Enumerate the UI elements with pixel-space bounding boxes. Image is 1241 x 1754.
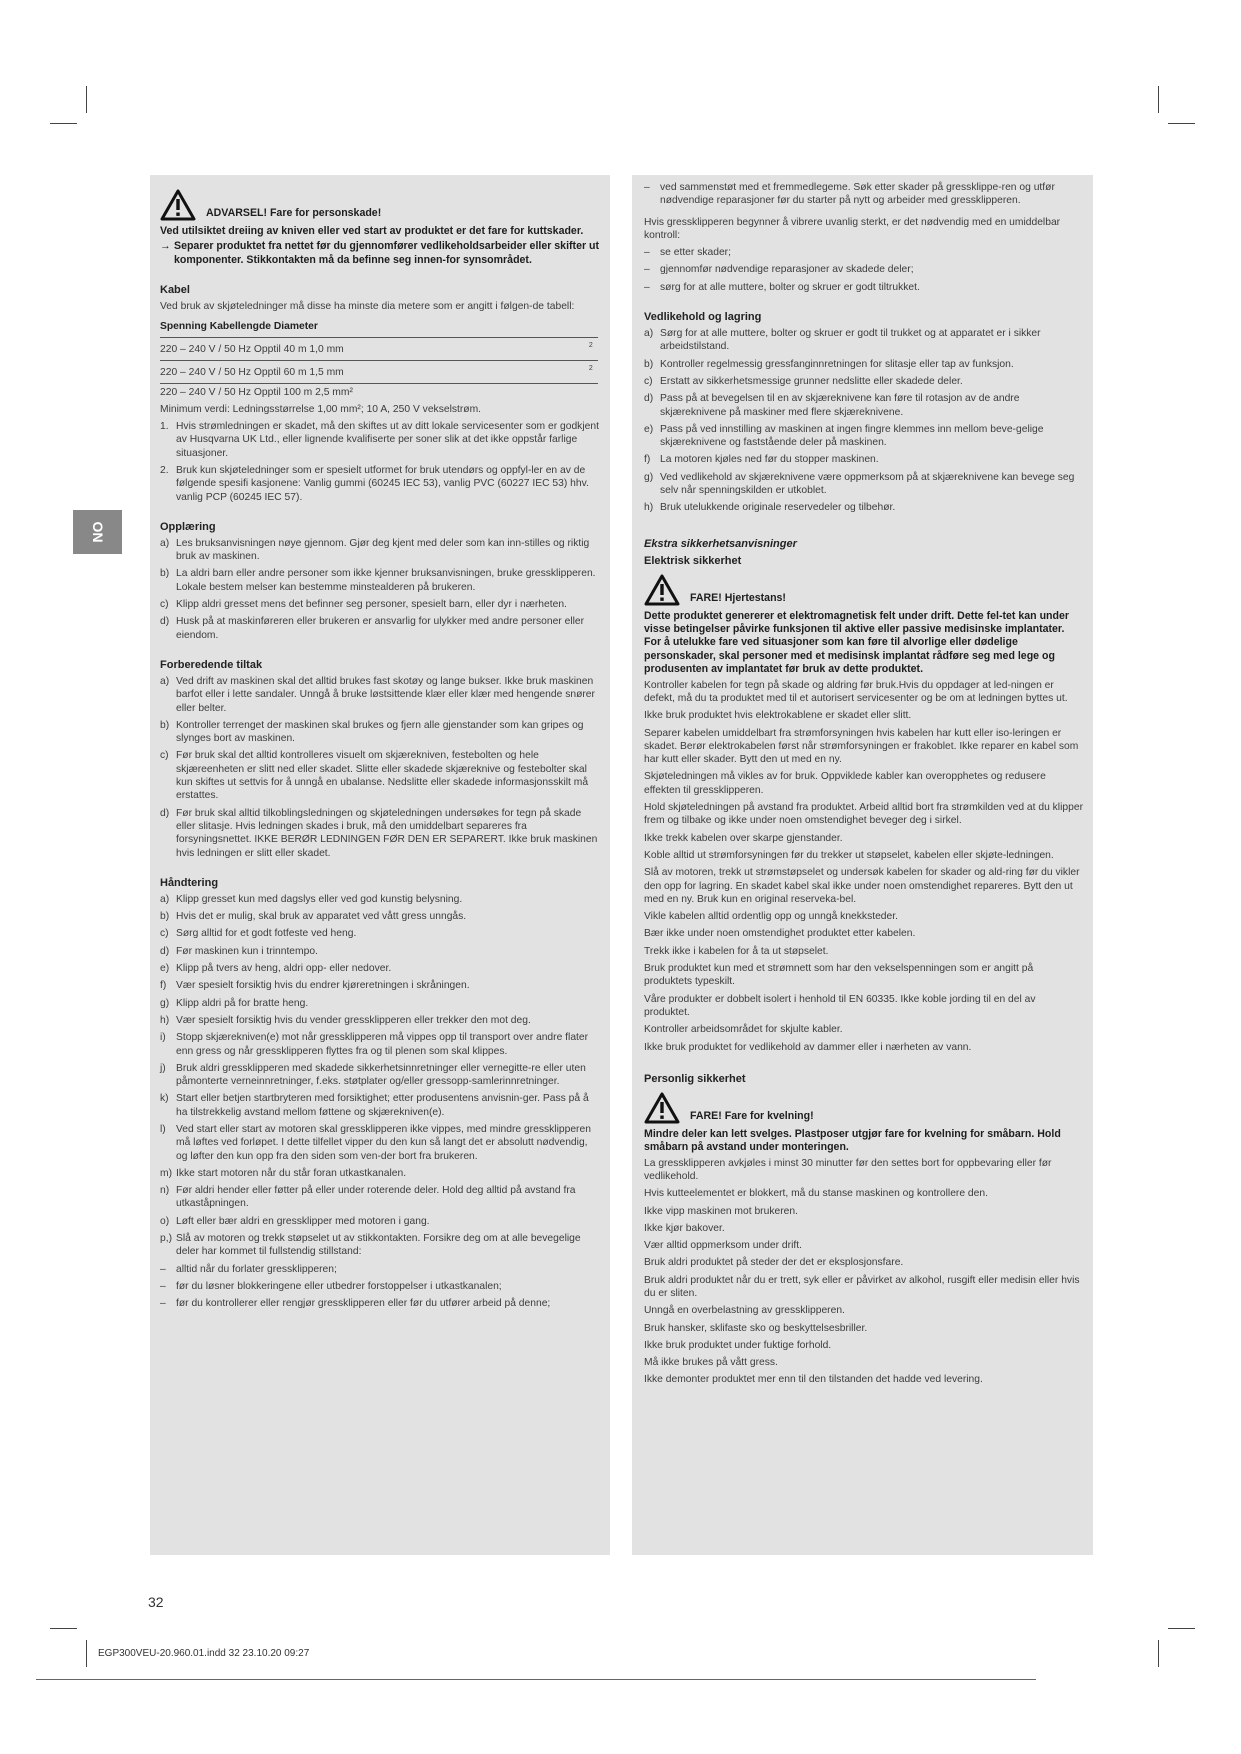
kabel-intro: Ved bruk av skjøteledninger må disse ha minste dia metere som er angitt i følgen-de tabell:	[160, 301, 575, 313]
footer-rule	[36, 1679, 1036, 1680]
heading-elektrisk: Elektrisk sikkerhet	[644, 554, 742, 567]
paragraph: Separer kabelen umiddelbart fra strømforsyningen hvis kabelen har kutt eller iso-leringen er skadet. Berør elektrokabelen først når strømforsyningen er frakoblet. Ikke reparer en kabel som har kutt eller skader. Bytt den ut med en ny.	[644, 727, 1079, 766]
crop-mark	[1158, 86, 1159, 113]
list-item: 2. Bruk kun skjøteledninger som er spesielt utformet for bruk utendørs og oppfyl-ler en av de følgende spesifi kasjonene: Vanlig gummi (60245 IEC 53), vanlig PVC (60227 IEC 53) hhv. vanlig PCP (60245 IEC 57).	[160, 465, 589, 503]
paragraph: Skjøteledningen må vikles av for bruk. Oppviklede kabler kan overopphetes og redusere effekten til gressklipperen.	[644, 771, 1046, 796]
paragraph: Unngå en overbelastning av gressklipperen.	[644, 1305, 845, 1317]
danger-block	[644, 574, 1083, 606]
list-item: l) Ved start eller start av motoren skal gressklipperen ikke vippes, med mindre gressklipperen må løftes ved forløpet. I dette tilfellet vipper du den kun så langt det er absolutt nødvendig, og løfter den kun opp fra den siden som ven-der bort fra brukeren.	[160, 1123, 591, 1162]
list-item: – før du løsner blokkeringene eller utbedrer forstoppelser i utkastkanalen;	[160, 1280, 502, 1292]
danger-text: Dette produktet genererer et elektromagnetisk felt under drift. Dette fel-tet kan under visse betingelser påvirke funksjonen til aktive eller passive medisinske implantater. For å utelukke fare ved situasjoner som kan føre til alvorlige eller dødelige personskader, skal personer med et medisinsk implantat rådføre seg med lege og produsenten av implantatet før bruk av dette produktet.	[644, 609, 1070, 676]
crop-mark	[86, 1640, 87, 1667]
list-item: j) Bruk aldri gressklipperen med skadede sikkerhetsinnretninger eller vernegitte-re eller uten påmonterte verneinnretninger, f.eks. støtplater og/eller gressopp-samlerinnretninger.	[160, 1062, 586, 1088]
crop-mark	[50, 1628, 77, 1629]
paragraph: Bruk hansker, sklifaste sko og beskyttelsesbriller.	[644, 1322, 868, 1334]
paragraph: Vær alltid oppmerksom under drift.	[644, 1240, 802, 1252]
list-item: c) Erstatt av sikkerhetsmessige grunner nedslitte eller skadede deler.	[644, 375, 963, 387]
list-item: e) Pass på ved innstilling av maskinen at ingen fingre klemmes inn mellom beve-gelige skjæreknivene og faststående deler på maskinen.	[644, 423, 1044, 449]
vibrate-text: Hvis gressklipperen begynner å vibrere uvanlig sterkt, er det nødvendig med en umiddelbar kontroll:	[644, 216, 1061, 241]
paragraph: Ikke demonter produktet mer enn til den tilstanden det hadde ved levering.	[644, 1374, 983, 1386]
warning-block	[160, 189, 600, 221]
page-number: 32	[148, 1594, 164, 1610]
language-tab	[73, 510, 122, 554]
cable-table-header: Spenning Kabellengde Diameter	[160, 318, 598, 338]
paragraph: Kontroller kabelen for tegn på skade og aldring før bruk.Hvis du oppdager at led-ningen er defekt, må du ta produktet med til et autorisert servicesenter og be om at ledningen byttes ut.	[644, 679, 1068, 704]
heading-kabel: Kabel	[160, 284, 190, 297]
cable-table-row-3: 220 – 240 V / 50 Hz Opptil 100 m 2,5 mm²	[160, 386, 353, 398]
language-tab-label: NO	[89, 521, 106, 543]
list-item: g) Klipp aldri på for bratte heng.	[160, 997, 309, 1009]
list-item: – sørg for at alle muttere, bolter og skruer er godt tiltrukket.	[644, 281, 920, 293]
list-item: m) Ikke start motoren når du står foran utkastkanalen.	[160, 1167, 407, 1179]
list-item: – før du kontrollerer eller rengjør gressklipperen eller før du utfører arbeid på denne;	[160, 1298, 551, 1310]
paragraph: Hvis kutteelementet er blokkert, må du stanse maskinen og kontrollere den.	[644, 1188, 988, 1200]
paragraph: Vikle kabelen alltid ordentlig opp og unngå knekksteder.	[644, 911, 898, 923]
paragraph: Trekk ikke i kabelen for å ta ut støpselet.	[644, 945, 829, 957]
danger-title: FARE! Hjertestans!	[690, 591, 786, 604]
list-item: f) La motoren kjøles ned før du stopper maskinen.	[644, 454, 879, 466]
list-item: a) Klipp gresset kun med dagslys eller ved god kunstig belysning.	[160, 893, 463, 905]
crop-mark	[1168, 123, 1195, 124]
warning-triangle-icon	[160, 189, 196, 221]
paragraph: Ikke trekk kabelen over skarpe gjenstander.	[644, 832, 843, 844]
paragraph: La gressklipperen avkjøles i minst 30 minutter før den settes bort for oppbevaring eller før vedlikehold.	[644, 1157, 1052, 1182]
list-item: c) Klipp aldri gresset mens det befinner seg personer, spesielt barn, eller dyr i nærheten.	[160, 599, 567, 611]
list-item: – gjennomfør nødvendige reparasjoner av skadede deler;	[644, 264, 914, 276]
paragraph: Hold skjøteledningen på avstand fra produktet. Arbeid alltid bort fra strømkilden ved at du klipper frem og tilbake og ikke under noen omstendighet beveger deg i sirkel.	[644, 802, 1083, 827]
paragraph: Slå av motoren, trekk ut strømstøpselet og undersøk kabelen for skader og ald-ring før du vikler den opp for lagring. En skadet kabel skal ikke under noen omstendighet repareres. Bytt den ut med en ny. Bruk kun en original reserveka-bel.	[644, 867, 1080, 905]
warning-action-text: Separer produktet fra nettet før du gjennomfører vedlikeholdsarbeider eller skifter ut komponenter. Stikkontakten må da befinne seg innen-for synsområdet.	[174, 240, 600, 266]
paragraph: Ikke bruk produktet hvis elektrokablene er skadet eller slitt.	[644, 710, 912, 722]
paragraph: Bruk aldri produktet når du er trett, syk eller er påvirket av alkohol, rusgift eller medisin eller hvis du er sliten.	[644, 1274, 1080, 1299]
list-item: d) Før bruk skal alltid tilkoblingsledningen og skjøteledningen undersøkes for tegn på skade eller slitasje. Hvis ledningen skades i bruk, må den umiddelbart separeres fra forsyningsnettet. IKKE BERØR LEDNINGEN FØR DEN ER SEPARERT. Ikke bruk maskinen hvis ledningen er slitt eller skadet.	[160, 807, 598, 859]
list-item: d) Husk på at maskinføreren eller brukeren er ansvarlig for ulykker med andre personer eller eiendom.	[160, 616, 585, 641]
paragraph: Kontroller arbeidsområdet for skjulte kabler.	[644, 1024, 843, 1036]
list-item: i) Stopp skjærekniven(e) mot når gressklipperen må vippes opp til transport over andre flater enn gress og når gressklipperen flyttes fra og til plenen som skal klippes.	[160, 1032, 589, 1057]
list-item: d) Før maskinen kun i trinntempo.	[160, 945, 318, 957]
list-item: b) La aldri barn eller andre personer som ikke kjenner bruksanvisningen, bruke gressklipperen. Lokale bestem melser kan bestemme minstealderen på brukeren.	[160, 568, 596, 593]
warning-triangle-icon	[644, 574, 680, 606]
table-row: 220 – 240 V / 50 Hz Opptil 60 m 1,5 mm 2	[160, 360, 598, 383]
heading-opplaering: Opplæring	[160, 520, 216, 533]
heading-vedlikehold: Vedlikehold og lagring	[644, 311, 762, 324]
heading-forberedende: Forberedende tiltak	[160, 658, 263, 671]
crop-mark	[1168, 1628, 1195, 1629]
list-item: f) Vær spesielt forsiktig hvis du endrer kjøreretningen i skråningen.	[160, 980, 470, 992]
danger-block	[644, 1092, 1083, 1124]
warning-action	[160, 240, 600, 267]
list-item: o) Løft eller bær aldri en gressklipper med motoren i gang.	[160, 1215, 430, 1227]
table-row: 220 – 240 V / 50 Hz Opptil 40 m 1,0 mm 2	[160, 337, 598, 360]
crop-mark	[86, 86, 87, 113]
list-item: d) Pass på at bevegelsen til en av skjæreknivene kan føre til rotasjon av de andre skjæreknivene på maskiner med flere skjæreknivene.	[644, 393, 1020, 418]
list-item: c) Før bruk skal det alltid kontrolleres visuelt om skjærekniven, festebolten og hele skjæreenheten er slitt ned eller skadet. Slitte eller skadede skjæreknive og festebolter skal kun skiftes ut settvis for å unngå en ubalanse. Nedslitte eller skadede informasjonsskilt må erstattes.	[160, 750, 589, 802]
paragraph: Ikke vipp maskinen mot brukeren.	[644, 1205, 798, 1217]
list-item: a) Sørg for at alle muttere, bolter og skruer er godt til trukket og at apparatet er i sikker arbeidstilstand.	[644, 328, 1041, 353]
paragraph: Koble alltid ut strømforsyningen før du trekker ut støpselet, kabelen eller skjøte-ledningen.	[644, 849, 1054, 861]
warning-triangle-icon	[644, 1092, 680, 1124]
footer-file-info: EGP300VEU-20.960.01.indd 32 23.10.20 09:27	[98, 1648, 310, 1659]
left-column	[150, 175, 610, 1555]
list-item: – alltid når du forlater gressklipperen;	[160, 1263, 337, 1275]
list-item: c) Sørg alltid for et godt fotfeste ved heng.	[160, 928, 357, 940]
paragraph: Må ikke brukes på vått gress.	[644, 1357, 778, 1369]
list-item: k) Start eller betjen startbryteren med forsiktighet; etter produsentens anvisnin-ger. Pass på å ha tilstrekkelig avstand mellom føttene og skjærekniven(e).	[160, 1093, 589, 1118]
danger-text: Mindre deler kan lett svelges. Plastposer utgjør fare for kvelning for småbarn. Hold småbarn på avstand under monteringen.	[644, 1127, 1061, 1154]
list-item: b) Hvis det er mulig, skal bruk av apparatet ved vått gress unngås.	[160, 911, 467, 923]
paragraph: Ikke bruk produktet under fuktige forhold.	[644, 1339, 832, 1351]
paragraph: Ikke bruk produktet for vedlikehold av dammer eller i nærheten av vann.	[644, 1041, 972, 1053]
list-item: b) Kontroller regelmessig gressfanginnretningen for slitasje eller tap av funksjon.	[644, 358, 1014, 370]
crop-mark	[50, 123, 77, 124]
warning-title: ADVARSEL! Fare for personskade!	[206, 207, 382, 219]
warning-text: Ved utilsiktet dreiing av kniven eller ved start av produktet er det fare for kuttskader.	[160, 225, 584, 237]
paragraph: Bruk aldri produktet på steder der det er eksplosjonsfare.	[644, 1257, 904, 1269]
list-item: – se etter skader;	[644, 247, 731, 259]
list-item: n) Før aldri hender eller føtter på eller under roterende deler. Hold deg alltid på avstand fra utkaståpningen.	[160, 1185, 576, 1210]
list-item: h) Bruk utelukkende originale reservedeler og tilbehør.	[644, 502, 896, 514]
arrow-icon: →	[160, 240, 171, 253]
right-column	[632, 175, 1093, 1555]
list-item: a) Ved drift av maskinen skal det alltid brukes fast skotøy og lange bukser. Ikke bruk maskinen barfot eller i lette sandaler. Unngå å bruke løstsittende klær eller klær med hengende snører eller belter.	[160, 675, 595, 714]
list-item: a) Les bruksanvisningen nøye gjennom. Gjør deg kjent med deler som kan inn-stilles og riktig bruk av maskinen.	[160, 537, 590, 563]
paragraph: Bær ikke under noen omstendighet produktet etter kabelen.	[644, 928, 916, 940]
list-item: b) Kontroller terrenget der maskinen skal brukes og fjern alle gjenstander som kan gripes og slynges bort av maskinen.	[160, 719, 584, 745]
danger-title: FARE! Fare for kvelning!	[690, 1109, 814, 1122]
list-item: – ved sammenstøt med et fremmedlegeme. Søk etter skader på gressklippe-ren og utfør nødvendige reparasjoner før du starter på nytt og arbeider med gressklipperen.	[644, 182, 1055, 207]
heading-ekstra: Ekstra sikkerhetsanvisninger	[644, 537, 797, 550]
heading-handtering: Håndtering	[160, 876, 219, 889]
paragraph: Ikke kjør bakover.	[644, 1222, 725, 1234]
crop-mark	[1158, 1640, 1159, 1667]
list-item: 1. Hvis strømledningen er skadet, må den skiftes ut av ditt lokale servicesenter som er godkjent av Husqvarna UK Ltd., eller lignende kvalifiserte per soner slik at det ikke oppstår farlige situasjoner.	[160, 421, 599, 459]
list-item: e) Klipp på tvers av heng, aldri opp- eller nedover.	[160, 963, 392, 975]
heading-personlig: Personlig sikkerhet	[644, 1072, 746, 1085]
paragraph: Bruk produktet kun med et strømnett som har den vekselspenningen som er angitt på produktets typeskilt.	[644, 963, 1034, 988]
cable-table	[160, 318, 598, 384]
list-item: p,) Slå av motoren og trekk støpselet ut av stikkontakten. Forsikre deg om at alle bevegelige deler har kommet til fullstendig stillstand:	[160, 1233, 581, 1258]
paragraph: Våre produkter er dobbelt isolert i henhold til EN 60335. Ikke koble jording til en del av produktet.	[644, 993, 1036, 1018]
list-item: g) Ved vedlikehold av skjæreknivene være oppmerksom på at skjæreknivene kan bevege seg selv når spenningskilden er utkoblet.	[644, 471, 1075, 497]
list-item: h) Vær spesielt forsiktig hvis du vender gressklipperen eller trekker den mot deg.	[160, 1014, 531, 1026]
cable-min-value: Minimum verdi: Ledningsstørrelse 1,00 mm²; 10 A, 250 V vekselstrøm.	[160, 403, 482, 415]
